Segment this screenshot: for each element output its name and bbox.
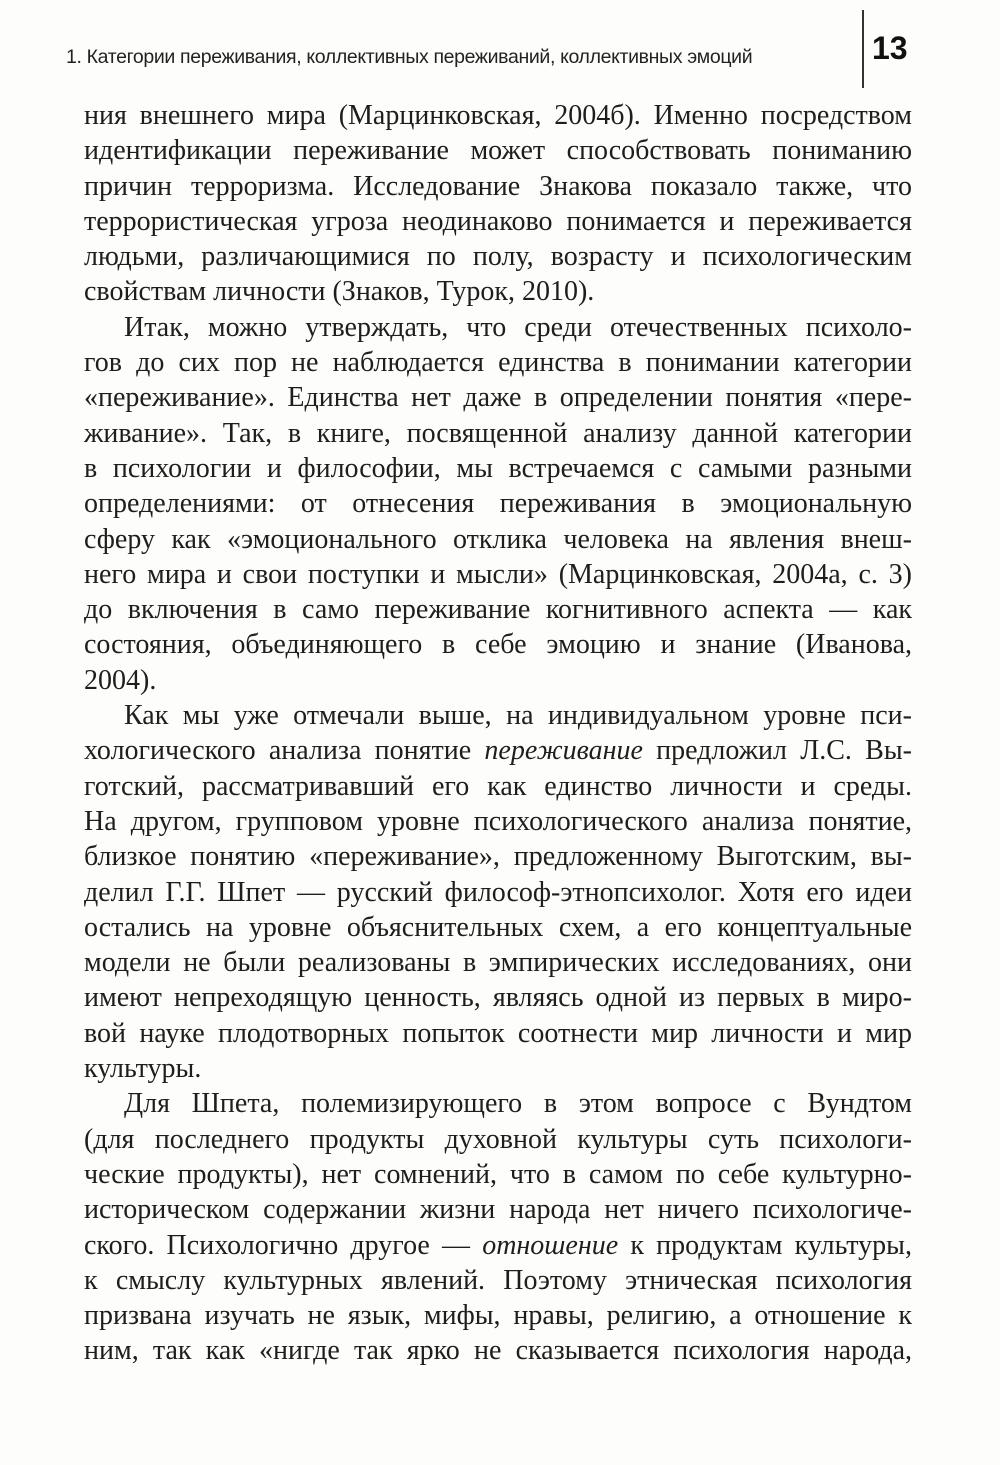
text-run: культуры. xyxy=(84,1053,202,1085)
italic-term: переживание xyxy=(484,735,643,767)
text-run: состояния, объединяющего в себе эмоцию и знание (Иванова, xyxy=(84,629,912,661)
text-run: причин терроризма. Исследование Знакова показало также, что xyxy=(84,170,912,202)
text-run: идентификации переживание может способствовать пониманию xyxy=(84,135,912,167)
text-run: ческие продукты), нет сомнений, что в самом по себе культурно- xyxy=(84,1158,912,1190)
text-line xyxy=(84,204,912,239)
text-run: Как мы уже отмечали выше, на индивидуальном уровне пси- xyxy=(124,700,912,732)
text-run: готский, рассматривавший его как единство личности и среды. xyxy=(84,770,912,802)
text-line xyxy=(84,557,912,592)
text-run: определениями: от отнесения переживания в эмоциональную xyxy=(84,488,912,520)
text-run: имеют непреходящую ценность, являясь одной из первых в миро- xyxy=(84,982,912,1014)
text-line xyxy=(84,310,912,345)
text-line xyxy=(84,486,912,521)
text-run: модели не были реализованы в эмпирических исследованиях, они xyxy=(84,947,912,979)
text-run: к смыслу культурных явлений. Поэтому этническая психология xyxy=(84,1264,912,1296)
text-line xyxy=(84,345,912,380)
text-run: ния внешнего мира (Марцинковская, 2004б). Именно посредством xyxy=(84,100,912,131)
text-line xyxy=(84,1051,912,1086)
text-line xyxy=(84,169,912,204)
text-line xyxy=(84,875,912,910)
text-line xyxy=(84,274,912,309)
text-line xyxy=(84,1016,912,1051)
running-header-title: 1. Категории переживания, коллективных переживаний, коллективных эмоций xyxy=(66,46,753,68)
text-line xyxy=(84,910,912,945)
text-run: ского. Психологично другое — xyxy=(84,1229,483,1261)
text-run: остались на уровне объяснительных схем, а его концептуальные xyxy=(84,911,912,943)
text-run: сферу как «эмоционального отклика человека на явления внеш- xyxy=(84,523,912,555)
text-line xyxy=(84,663,912,698)
body-text xyxy=(84,98,912,1369)
page-number: 13 xyxy=(872,30,908,66)
text-line xyxy=(84,1333,912,1368)
text-line xyxy=(84,839,912,874)
text-run: хологического анализа понятие xyxy=(84,735,485,767)
text-line xyxy=(84,769,912,804)
text-run: террористическая угроза неодинаково понимается и переживается xyxy=(84,205,912,237)
text-run: историческом содержании жизни народа нет ничего психологиче- xyxy=(84,1194,912,1226)
text-run: ним, так как «нигде так ярко не сказывается психология народа, xyxy=(84,1335,912,1367)
text-run: гов до сих пор не наблюдается единства в понимании категории xyxy=(84,347,912,379)
text-line xyxy=(84,416,912,451)
text-line xyxy=(84,1298,912,1333)
text-run: к продуктам культуры, xyxy=(618,1229,912,1261)
text-line xyxy=(84,980,912,1015)
text-line xyxy=(84,1192,912,1227)
text-line xyxy=(84,1228,912,1263)
text-run: делил Г.Г. Шпет — русский философ-этнопсихолог. Хотя его идеи xyxy=(84,876,912,908)
text-run: в психологии и философии, мы встречаемся с самыми разными xyxy=(84,452,912,484)
text-line xyxy=(84,1122,912,1157)
text-line xyxy=(84,945,912,980)
text-line xyxy=(84,133,912,168)
text-run: «переживание». Единства нет даже в определении понятия «пере- xyxy=(84,382,912,414)
text-run: свойствам личности (Знаков, Турок, 2010). xyxy=(84,276,595,308)
text-line xyxy=(84,1157,912,1192)
text-line xyxy=(84,380,912,415)
text-run: На другом, групповом уровне психологического анализа понятие, xyxy=(84,805,912,837)
text-line xyxy=(84,451,912,486)
text-line xyxy=(84,239,912,274)
italic-term: отношение xyxy=(482,1229,619,1261)
text-line xyxy=(84,627,912,662)
text-run: 2004). xyxy=(84,664,157,696)
text-run: Для Шпета, полемизирующего в этом вопросе с Вундтом xyxy=(124,1088,912,1120)
text-line xyxy=(84,592,912,627)
text-run: Итак, можно утверждать, что среди отечественных психоло- xyxy=(124,311,912,343)
text-run: живание». Так, в книге, посвященной анализу данной категории xyxy=(84,417,912,449)
text-line xyxy=(84,522,912,557)
text-run: призвана изучать не язык, мифы, нравы, религию, а отношение к xyxy=(84,1300,912,1332)
text-run: близкое понятию «переживание», предложенному Выготским, вы- xyxy=(84,841,912,873)
text-run: него мира и свои поступки и мысли» (Марцинковская, 2004а, с. 3) xyxy=(84,558,912,590)
text-run: (для последнего продукты духовной культуры суть психологи- xyxy=(84,1123,912,1155)
text-line xyxy=(84,698,912,733)
header-divider xyxy=(862,10,864,88)
text-line xyxy=(84,733,912,768)
text-run: до включения в само переживание когнитивного аспекта — как xyxy=(84,594,912,626)
text-line xyxy=(84,98,912,133)
text-run: предложил Л.С. Вы- xyxy=(642,735,912,767)
text-run: вой науке плодотворных попыток соотнести мир личности и мир xyxy=(84,1017,912,1049)
text-line xyxy=(84,804,912,839)
text-line xyxy=(84,1263,912,1298)
text-run: людьми, различающимися по полу, возрасту и психологическим xyxy=(84,241,912,273)
text-line xyxy=(84,1086,912,1121)
